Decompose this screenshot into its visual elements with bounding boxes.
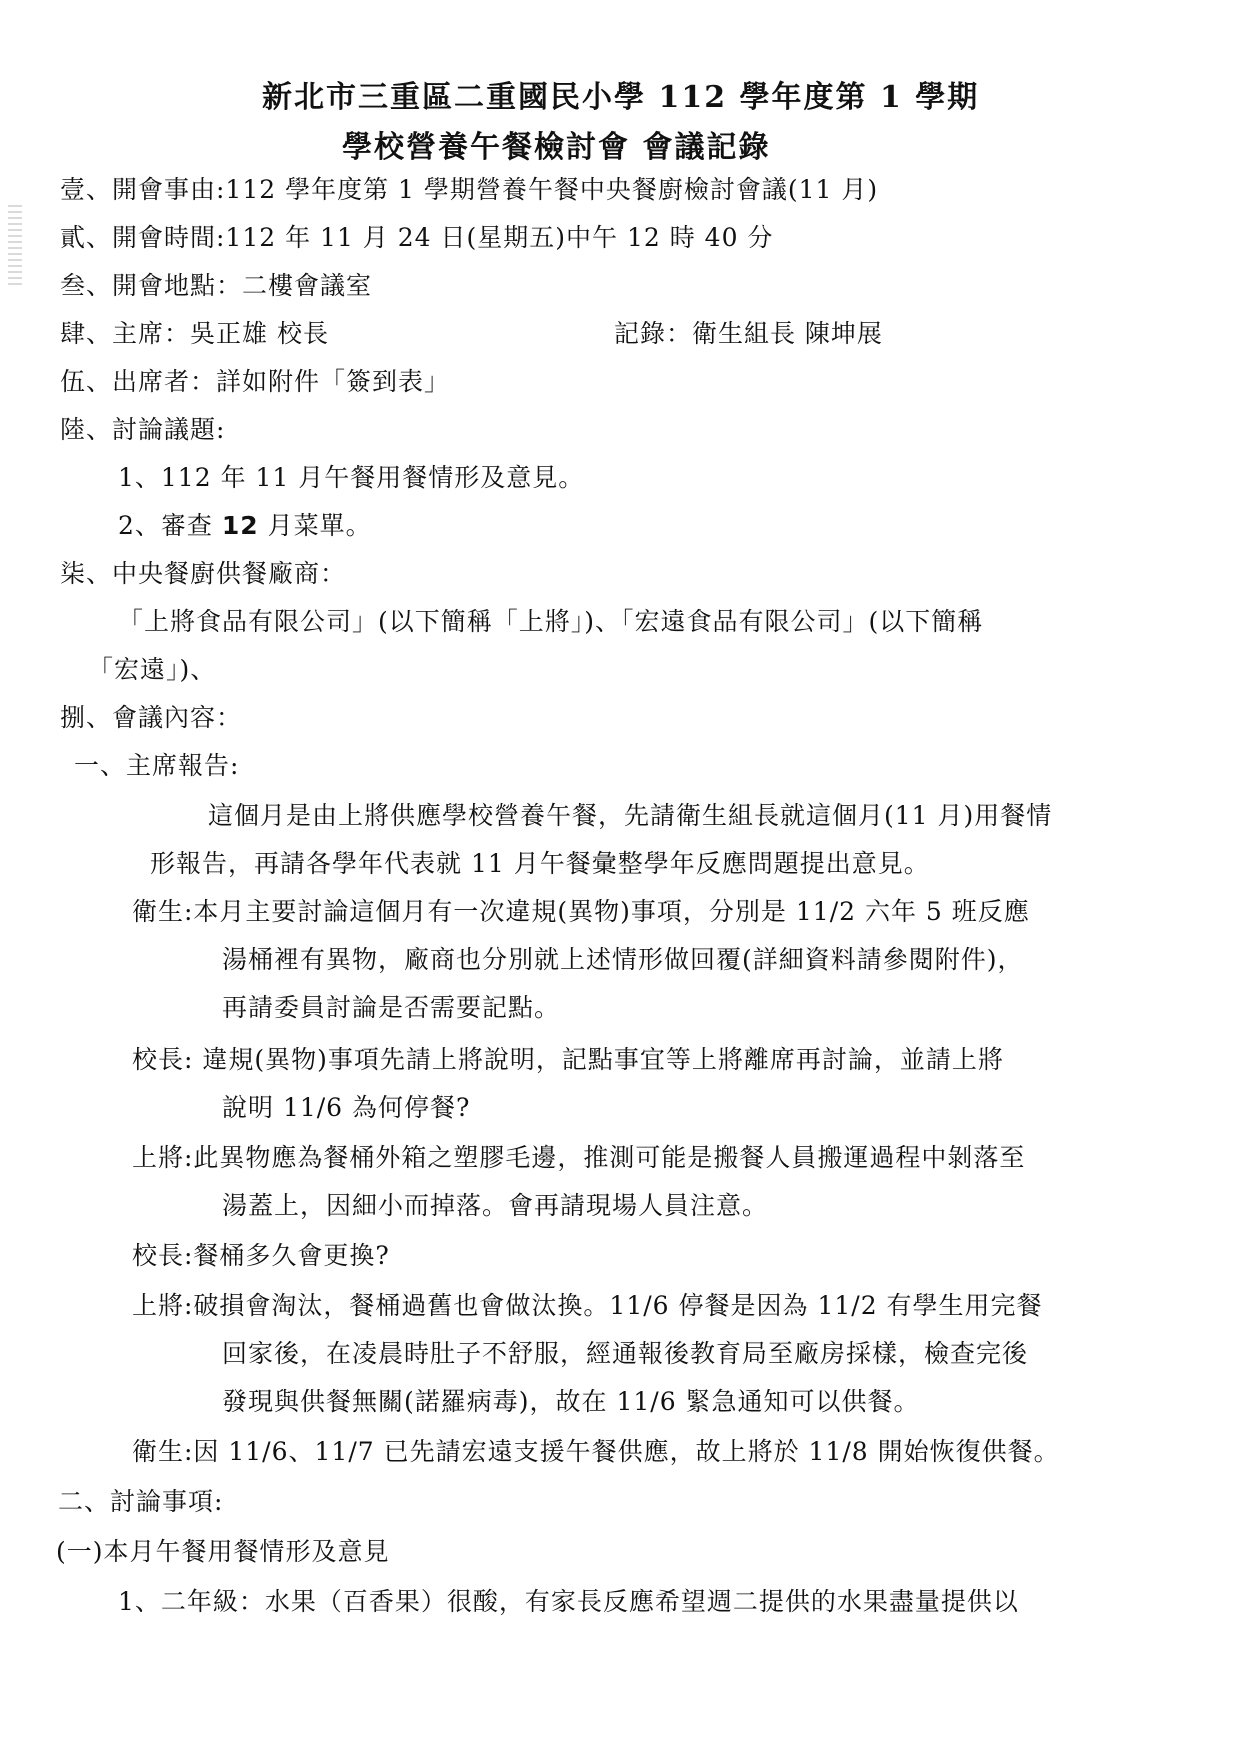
document-title-line1: 新北市三重區二重國民小學 112 學年度第 1 學期 — [262, 80, 980, 115]
vendors-line-1: 「上將食品有限公司」(以下簡稱「上將」)、「宏遠食品有限公司」(以下簡稱 — [118, 607, 984, 636]
topic-2-suffix: 月菜單。 — [258, 511, 372, 540]
discussion-items-heading: 二、討論事項: — [58, 1487, 224, 1516]
vendor-reply2-line-2: 回家後，在凌晨時肚子不舒服，經通報後教育局至廠房採樣，檢查完後 — [222, 1339, 1029, 1368]
health-statement2: 衛生:因 11/6、11/7 已先請宏遠支援午餐供應，故上將於 11/8 開始恢復供餐。 — [132, 1437, 1060, 1466]
chair-report-line-2: 形報告，再請各學年代表就 11 月午餐彙整學年反應問題提出意見。 — [150, 849, 930, 878]
topic-2-month: 12 — [221, 511, 259, 540]
meeting-chair: 肆、主席：吳正雄 校長 — [60, 319, 329, 348]
principal-question: 校長:餐桶多久會更換? — [132, 1241, 390, 1270]
principal-statement-line-2: 說明 11/6 為何停餐? — [222, 1093, 471, 1122]
discussion-topic-1: 1、112 年 11 月午餐用餐情形及意見。 — [118, 463, 585, 492]
vendors-heading: 柒、中央餐廚供餐廠商： — [60, 559, 347, 588]
document-title-line2: 學校營養午餐檢討會 會議記錄 — [342, 130, 771, 165]
principal-statement-line-1: 校長: 違規(異物)事項先請上將說明，記點事宜等上將離席再討論，並請上將 — [132, 1045, 1004, 1074]
meeting-chair-line — [60, 318, 883, 350]
chair-report-heading: 一、主席報告: — [74, 751, 240, 780]
vendor-reply2-line-1: 上將:破損會淘汰，餐桶過舊也會做汰換。11/6 停餐是因為 11/2 有學生用完餐 — [132, 1291, 1043, 1320]
discussion-subheading-1: (一)本月午餐用餐情形及意見 — [56, 1537, 390, 1566]
meeting-recorder: 記錄：衛生組長 陳坤展 — [613, 319, 883, 348]
vendor-reply2-line-3: 發現與供餐無關(諾羅病毒)，故在 11/6 緊急通知可以供餐。 — [222, 1387, 920, 1416]
topic-2-prefix: 2、審查 — [118, 511, 222, 540]
health-statement-line-3: 再請委員討論是否需要記點。 — [222, 993, 561, 1022]
health-statement-line-1: 衛生:本月主要討論這個月有一次違規(異物)事項，分別是 11/2 六年 5 班反應 — [132, 897, 1030, 926]
vendor-reply-line-2: 湯蓋上，因細小而掉落。會再請現場人員注意。 — [222, 1191, 769, 1220]
scan-margin-mark — [8, 205, 22, 285]
discussion-topic-2 — [118, 510, 372, 542]
meeting-attendees: 伍、出席者：詳如附件「簽到表」 — [60, 367, 451, 396]
meeting-purpose: 壹、開會事由:112 學年度第 1 學期營養午餐中央餐廚檢討會議(11 月) — [60, 175, 879, 204]
meeting-content-heading: 捌、會議內容： — [60, 703, 243, 732]
meeting-location: 叁、開會地點：二樓會議室 — [60, 271, 373, 300]
discussion-topics-heading: 陸、討論議題: — [60, 415, 226, 444]
health-statement-line-2: 湯桶裡有異物，廠商也分別就上述情形做回覆(詳細資料請參閱附件)， — [222, 945, 1024, 974]
vendors-line-2: 「宏遠」)、 — [88, 655, 217, 684]
meeting-time: 貳、開會時間:112 年 11 月 24 日(星期五)中午 12 時 40 分 — [60, 223, 774, 252]
chair-report-line-1: 這個月是由上將供應學校營養午餐，先請衛生組長就這個月(11 月)用餐情 — [208, 801, 1053, 830]
grade-2-feedback: 1、二年級：水果（百香果）很酸，有家長反應希望週二提供的水果盡量提供以 — [118, 1587, 1019, 1616]
vendor-reply-line-1: 上將:此異物應為餐桶外箱之塑膠毛邊，推測可能是搬餐人員搬運過程中剝落至 — [132, 1143, 1026, 1172]
